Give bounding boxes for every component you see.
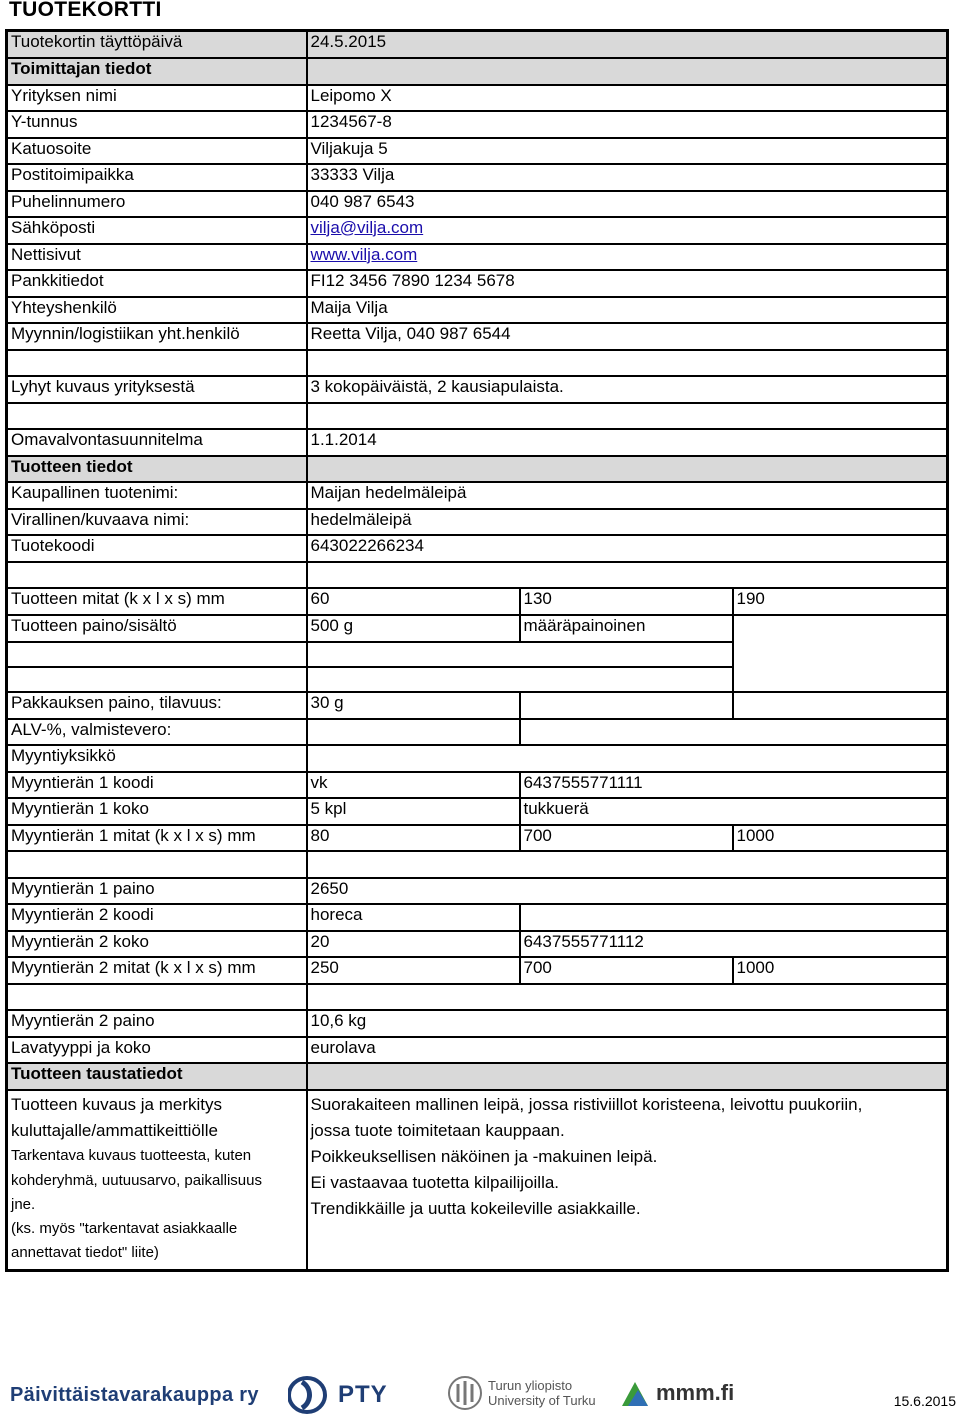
lot1-size-label: Myyntierän 1 koko	[7, 798, 307, 825]
table-row	[7, 58, 948, 85]
desc-line: Suorakaiteen mallinen leipä, jossa ristiviillot koristeena, leivottu puukoriin,	[310, 1094, 863, 1114]
label-line: kohderyhmä, uutuusarvo, paikallisuus	[11, 1171, 262, 1189]
fill-date-value[interactable]: 24.5.2015	[307, 31, 948, 58]
phone-value[interactable]: 040 987 6543	[307, 191, 948, 217]
table-row	[7, 588, 948, 615]
table-row	[7, 403, 948, 429]
email-label: Sähköposti	[7, 217, 307, 244]
sales-unit-label: Myyntiyksikkö	[7, 745, 307, 772]
turku-seal-icon	[446, 1374, 484, 1412]
company-label: Yrityksen nimi	[7, 85, 307, 111]
company-desc-label: Lyhyt kuvaus yrityksestä	[7, 376, 307, 403]
table-row	[7, 456, 948, 482]
company-desc-value[interactable]: 3 kokopäiväistä, 2 kausiapulaista.	[307, 376, 948, 403]
page-title: TUOTEKORTTI	[9, 0, 162, 21]
table-row	[7, 31, 948, 58]
ytunnus-value[interactable]: 1234567-8	[307, 111, 948, 138]
desc-line: Poikkeuksellisen näköinen ja -makuinen leipä.	[310, 1146, 658, 1166]
lot1-code-label: Myyntierän 1 koodi	[7, 772, 307, 798]
lot2-code-label: Myyntierän 2 koodi	[7, 904, 307, 931]
table-row	[7, 772, 948, 798]
table-row	[7, 1090, 948, 1271]
table-row	[7, 931, 948, 957]
empty-cell	[7, 642, 307, 667]
section-header-fill	[307, 58, 948, 85]
product-code-value[interactable]: 643022266234	[307, 535, 948, 562]
lot2-weight-label: Myyntierän 2 paino	[7, 1010, 307, 1037]
trade-name-value[interactable]: Maijan hedelmäleipä	[307, 482, 948, 509]
table-row	[7, 719, 948, 745]
lot1-code-value[interactable]: 6437555771111	[520, 772, 948, 798]
table-row	[7, 111, 948, 138]
street-value[interactable]: Viljakuja 5	[307, 138, 948, 164]
lot1-size-type[interactable]: tukkuerä	[520, 798, 948, 825]
table-row	[7, 217, 948, 244]
self-control-value[interactable]: 1.1.2014	[307, 429, 948, 456]
lot2-dims-length[interactable]: 700	[520, 957, 733, 984]
empty-cell[interactable]	[307, 745, 948, 772]
turku-logo-line2: University of Turku	[488, 1393, 596, 1408]
empty-cell[interactable]	[307, 667, 733, 692]
label-line: annettavat tiedot" liite)	[11, 1243, 159, 1261]
table-row	[7, 270, 948, 297]
table-row	[7, 350, 948, 376]
lot2-code-value[interactable]: horeca	[307, 904, 520, 931]
bank-value[interactable]: FI12 3456 7890 1234 5678	[307, 270, 948, 297]
empty-cell[interactable]	[307, 719, 520, 745]
desc-line: jossa tuote toimitetaan kauppaan.	[310, 1120, 565, 1140]
label-line: (ks. myös "tarkentavat asiakkaalle	[11, 1219, 238, 1237]
turku-logo-line1: Turun yliopisto	[488, 1378, 573, 1393]
lot2-size-value[interactable]: 20	[307, 931, 520, 957]
dimensions-width[interactable]: 190	[733, 588, 948, 615]
table-row	[7, 244, 948, 270]
product-card-table	[5, 29, 949, 1272]
table-row	[7, 429, 948, 456]
empty-cell[interactable]	[307, 851, 948, 878]
table-row	[7, 798, 948, 825]
empty-cell	[7, 851, 307, 878]
email-link[interactable]: vilja@vilja.com	[307, 217, 948, 244]
mmm-logo	[618, 1378, 734, 1408]
weight-label: Tuotteen paino/sisältö	[7, 615, 307, 642]
weight-value[interactable]: 500 g	[307, 615, 520, 642]
empty-cell[interactable]	[307, 350, 948, 376]
table-row	[7, 1063, 948, 1090]
pty-emblem-icon	[288, 1376, 332, 1414]
table-row	[7, 376, 948, 403]
ptyry-logo	[10, 1374, 259, 1416]
label-line: Tuotteen kuvaus ja merkitys	[11, 1094, 223, 1114]
footer-date: 15.6.2015	[893, 1393, 956, 1409]
dimensions-height[interactable]: 60	[307, 588, 520, 615]
empty-cell[interactable]	[520, 719, 948, 745]
lot1-dims-label: Myyntierän 1 mitat (k x l x s) mm	[7, 825, 307, 851]
table-row	[7, 509, 948, 535]
section-header-supplier: Toimittajan tiedot	[7, 58, 307, 85]
pallet-label: Lavatyyppi ja koko	[7, 1037, 307, 1063]
pty-logo-text: PTY	[338, 1381, 388, 1408]
street-label: Katuosoite	[7, 138, 307, 164]
lot1-code-type[interactable]: vk	[307, 772, 520, 798]
empty-cell	[7, 403, 307, 429]
lot2-weight-value[interactable]: 10,6 kg	[307, 1010, 948, 1037]
sales-contact-value[interactable]: Reetta Vilja, 040 987 6544	[307, 323, 948, 350]
pack-weight-label: Pakkauksen paino, tilavuus:	[7, 692, 307, 719]
fill-date-label: Tuotekortin täyttöpäivä	[7, 31, 307, 58]
lot2-dims-height[interactable]: 250	[307, 957, 520, 984]
table-row	[7, 191, 948, 217]
table-row	[7, 692, 948, 719]
official-name-value[interactable]: hedelmäleipä	[307, 509, 948, 535]
section-header-background: Tuotteen taustatiedot	[7, 1063, 307, 1090]
table-row	[7, 323, 948, 350]
lot1-dims-width[interactable]: 1000	[733, 825, 948, 851]
table-row	[7, 957, 948, 984]
table-row	[7, 904, 948, 931]
pty-logo	[288, 1376, 388, 1414]
label-line: kuluttajalle/ammattikeittiölle	[11, 1120, 218, 1140]
pack-weight-value[interactable]: 30 g	[307, 692, 520, 719]
section-header-product: Tuotteen tiedot	[7, 456, 307, 482]
empty-cell[interactable]	[307, 642, 733, 667]
mmm-triangle-icon	[618, 1378, 652, 1408]
turku-university-logo	[446, 1374, 596, 1412]
table-row	[7, 984, 948, 1010]
dimensions-length[interactable]: 130	[520, 588, 733, 615]
empty-cell[interactable]	[520, 692, 733, 719]
dimensions-label: Tuotteen mitat (k x l x s) mm	[7, 588, 307, 615]
table-row	[7, 482, 948, 509]
empty-cell	[7, 984, 307, 1010]
table-row	[7, 825, 948, 851]
table-row	[7, 85, 948, 111]
website-label: Nettisivut	[7, 244, 307, 270]
consumer-desc-label	[7, 1090, 307, 1271]
lot1-weight-label: Myyntierän 1 paino	[7, 878, 307, 904]
company-value[interactable]: Leipomo X	[307, 85, 948, 111]
empty-cell[interactable]	[307, 403, 948, 429]
lot2-ean[interactable]: 6437555771112	[520, 931, 948, 957]
mmm-logo-text: mmm.fi	[656, 1380, 735, 1405]
phone-label: Puhelinnumero	[7, 191, 307, 217]
postal-value[interactable]: 33333 Vilja	[307, 164, 948, 191]
sales-contact-label: Myynnin/logistiikan yht.henkilö	[7, 323, 307, 350]
empty-cell[interactable]	[307, 984, 948, 1010]
empty-cell[interactable]	[733, 692, 948, 719]
table-row	[7, 1010, 948, 1037]
empty-cell	[7, 667, 307, 692]
table-row	[7, 297, 948, 323]
table-row	[7, 164, 948, 191]
lot1-dims-height[interactable]: 80	[307, 825, 520, 851]
table-row	[7, 535, 948, 562]
self-control-label: Omavalvontasuunnitelma	[7, 429, 307, 456]
empty-cell[interactable]	[307, 562, 948, 588]
contact-value[interactable]: Maija Vilja	[307, 297, 948, 323]
lot1-dims-length[interactable]: 700	[520, 825, 733, 851]
empty-cell[interactable]	[520, 904, 948, 931]
weight-type[interactable]: määräpainoinen	[520, 615, 733, 642]
lot2-size-label: Myyntierän 2 koko	[7, 931, 307, 957]
postal-label: Postitoimipaikka	[7, 164, 307, 191]
bank-label: Pankkitiedot	[7, 270, 307, 297]
section-header-fill	[307, 456, 948, 482]
website-link[interactable]: www.vilja.com	[307, 244, 948, 270]
table-row	[7, 615, 948, 642]
official-name-label: Virallinen/kuvaava nimi:	[7, 509, 307, 535]
section-header-fill	[307, 1063, 948, 1090]
trade-name-label: Kaupallinen tuotenimi:	[7, 482, 307, 509]
ytunnus-label: Y-tunnus	[7, 111, 307, 138]
product-code-label: Tuotekoodi	[7, 535, 307, 562]
empty-cell	[7, 562, 307, 588]
lot1-size-value[interactable]: 5 kpl	[307, 798, 520, 825]
consumer-desc-value[interactable]	[307, 1090, 948, 1271]
label-line: jne.	[11, 1195, 36, 1213]
lot2-dims-label: Myyntierän 2 mitat (k x l x s) mm	[7, 957, 307, 984]
table-row	[7, 562, 948, 588]
lot2-dims-width[interactable]: 1000	[733, 957, 948, 984]
desc-line: Trendikkäille ja uutta kokeileville asiakkaille.	[310, 1198, 641, 1218]
table-row	[7, 138, 948, 164]
desc-line: Ei vastaavaa tuotetta kilpailijoilla.	[310, 1172, 560, 1192]
table-row	[7, 851, 948, 878]
vat-label: ALV-%, valmistevero:	[7, 719, 307, 745]
table-row	[7, 745, 948, 772]
ptyry-logo-text: Päivittäistavarakauppa ry	[10, 1383, 259, 1406]
lot1-weight-value[interactable]: 2650	[307, 878, 948, 904]
empty-cell	[7, 350, 307, 376]
contact-label: Yhteyshenkilö	[7, 297, 307, 323]
label-line: Tarkentava kuvaus tuotteesta, kuten	[11, 1146, 252, 1164]
turku-logo-text	[488, 1378, 596, 1408]
empty-cell[interactable]	[733, 615, 948, 692]
table-row	[7, 878, 948, 904]
table-row	[7, 1037, 948, 1063]
pallet-value[interactable]: eurolava	[307, 1037, 948, 1063]
